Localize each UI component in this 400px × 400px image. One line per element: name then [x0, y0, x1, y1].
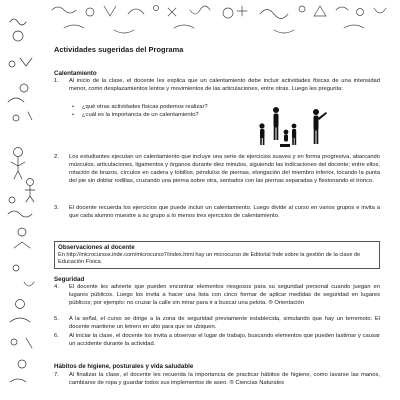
- question-item: • ¿cuál es la importancia de un calentamiento?: [72, 112, 208, 120]
- people-silhouettes-icon: [250, 106, 328, 150]
- item-text: Los estudiantes ejecutan un calentamiento que incluye una serie de ejercicios suaves y en forma progresiva, abarcando músculos, articulaciones, ligamentos y órganos durante diez minutos, siguiendo las indicaciones del docente; entre ellos, rotación de brazos, círculos en cadera y tobillos, péndulos de piernas, elongación del miembro inferior, tocando la punta del pie sin doblar rodillas, cruzando una pierna sobre otra, sentados con las piernas separadas y flexionando el tronco.: [69, 154, 380, 184]
- item-text: Al iniciar la clase, el docente los invita a observar el lugar de trabajo, buscando elementos que pueden lastimar y causar un accidente durante la actividad.: [69, 333, 380, 347]
- item-text: A la señal, el curso se dirige a la zona de seguridad previamente establecida, simulando que hay un terremoto. El docente mantiene un letrero en alto para que se ubiquen.: [69, 316, 380, 330]
- activity-item-4: [54, 284, 380, 308]
- teacher-notes-heading: Observaciones al docente: [58, 244, 135, 251]
- activity-item-5: [54, 316, 380, 332]
- people-illustration: [250, 106, 328, 150]
- children-doodle-icon: [0, 0, 44, 400]
- item-number: 7.: [54, 372, 59, 378]
- activity-item-1: [54, 78, 380, 94]
- activity-item-7: [54, 372, 380, 388]
- header-doodle-band: [44, 0, 400, 44]
- activity-item-2: [54, 154, 380, 186]
- left-doodle-strip: [0, 0, 44, 400]
- item-number: 4.: [54, 284, 59, 290]
- teacher-notes-box: [54, 241, 380, 269]
- question-item: • ¿qué otras actividades físicas podemos realizar?: [72, 104, 208, 112]
- page-title: Actividades sugeridas del Programa: [54, 45, 184, 54]
- section-heading-hygiene: Hábitos de higiene, posturales y vida saludable: [54, 363, 194, 370]
- item-number: 5.: [54, 316, 59, 322]
- doodle-pattern-icon: [44, 0, 400, 44]
- activity-item-3: [54, 205, 380, 221]
- item-text: El docente recuerda los ejercicios que puede incluir un calentamiento. Luego divide al curso en varios grupos e invita a que cada alumno muestre a su grupo a lo menos tres ejercicios de calentamiento.: [69, 205, 380, 219]
- item-number: 3.: [54, 205, 59, 211]
- section-heading-warmup: Calentamiento: [54, 70, 97, 77]
- item-number: 1.: [54, 78, 59, 84]
- activity-item-6: [54, 333, 380, 349]
- section-heading-safety: Seguridad: [54, 276, 85, 283]
- teacher-notes-text: En http://microcursos.inde.com/microcurso7/index.html hay un microcurso de Editorial Inde sobre la gestión de la clase de Educación Física.: [58, 251, 361, 265]
- item-number: 6.: [54, 333, 59, 339]
- item-text: Al finalizar la clase, el docente les recuerda la importancia de practicar hábitos de higiene, como lavarse las manos, cambiarse de ropa y guardar todos sus implementos de aseo. ® Ciencias Naturales: [69, 372, 380, 386]
- item-text: El docente les advierte que pueden encontrar elementos riesgosos para su seguridad personal cuando juegan en lugares públicos. Luego los invita a hacer una lista con cinco formar de aplicar medidas de seguridad en lugares públicos; por ejemplo: no cruzar la calle sin mirar para ir a buscar una pelota. ® Orientación: [69, 284, 380, 306]
- item-text: Al inicio de la clase, el docente les explica que un calentamiento debe incluir actividades físicas de una intensidad menor, como desplazamientos lentos y movimientos de las articulaciones, entre otras. Luego les pregunta:: [69, 78, 380, 92]
- item-number: 2.: [54, 154, 59, 160]
- question-list: [72, 104, 208, 120]
